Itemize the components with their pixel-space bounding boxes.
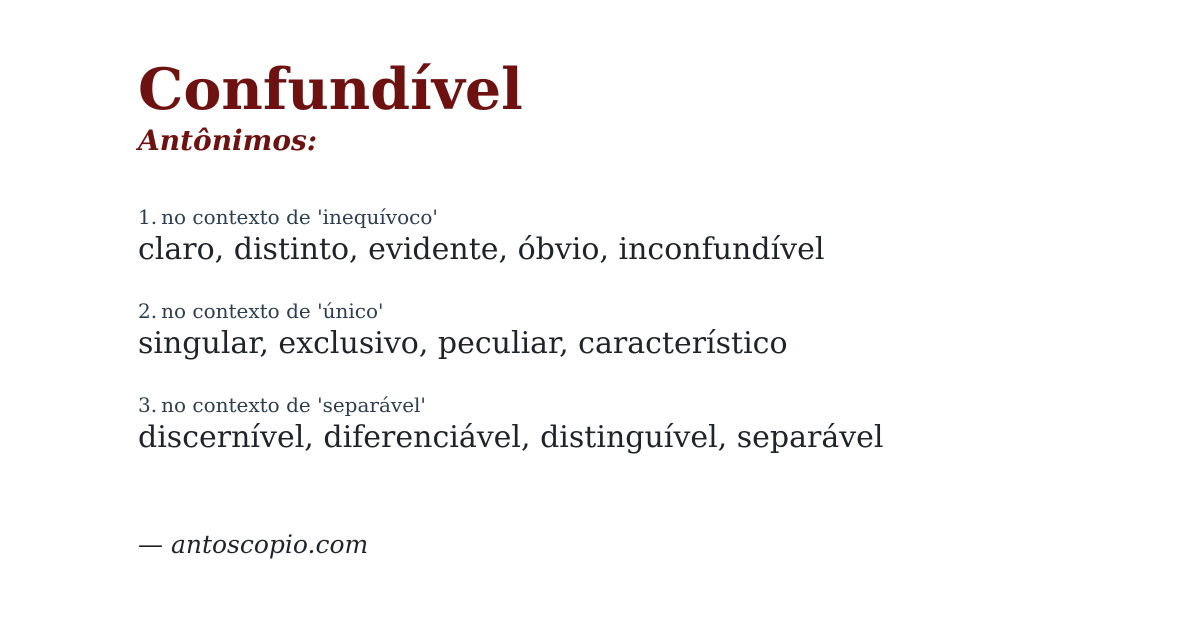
antonym-entry-1	[138, 205, 1140, 268]
headword-title: Confundível	[138, 56, 523, 123]
entry-context-text: no contexto de 'separável'	[161, 392, 426, 417]
entry-number: 1.	[138, 204, 158, 229]
antonym-entries	[138, 205, 1140, 456]
entry-context-line	[138, 393, 1140, 417]
antonyms-section-label: Antônimos:	[138, 123, 318, 157]
entry-context-line	[138, 299, 1140, 323]
source-attribution: — antoscopio.com	[138, 529, 369, 559]
entry-words: claro, distinto, evidente, óbvio, inconfundível	[138, 231, 825, 267]
entry-context-text: no contexto de 'inequívoco'	[161, 204, 438, 229]
antonym-entry-3	[138, 393, 1140, 456]
entry-words: discernível, diferenciável, distinguível, separável	[138, 419, 884, 455]
entry-words: singular, exclusivo, peculiar, característico	[138, 325, 788, 361]
antonym-entry-2	[138, 299, 1140, 362]
entry-number: 3.	[138, 392, 158, 417]
entry-number: 2.	[138, 298, 158, 323]
entry-context-text: no contexto de 'único'	[161, 298, 384, 323]
entry-context-line	[138, 205, 1140, 229]
